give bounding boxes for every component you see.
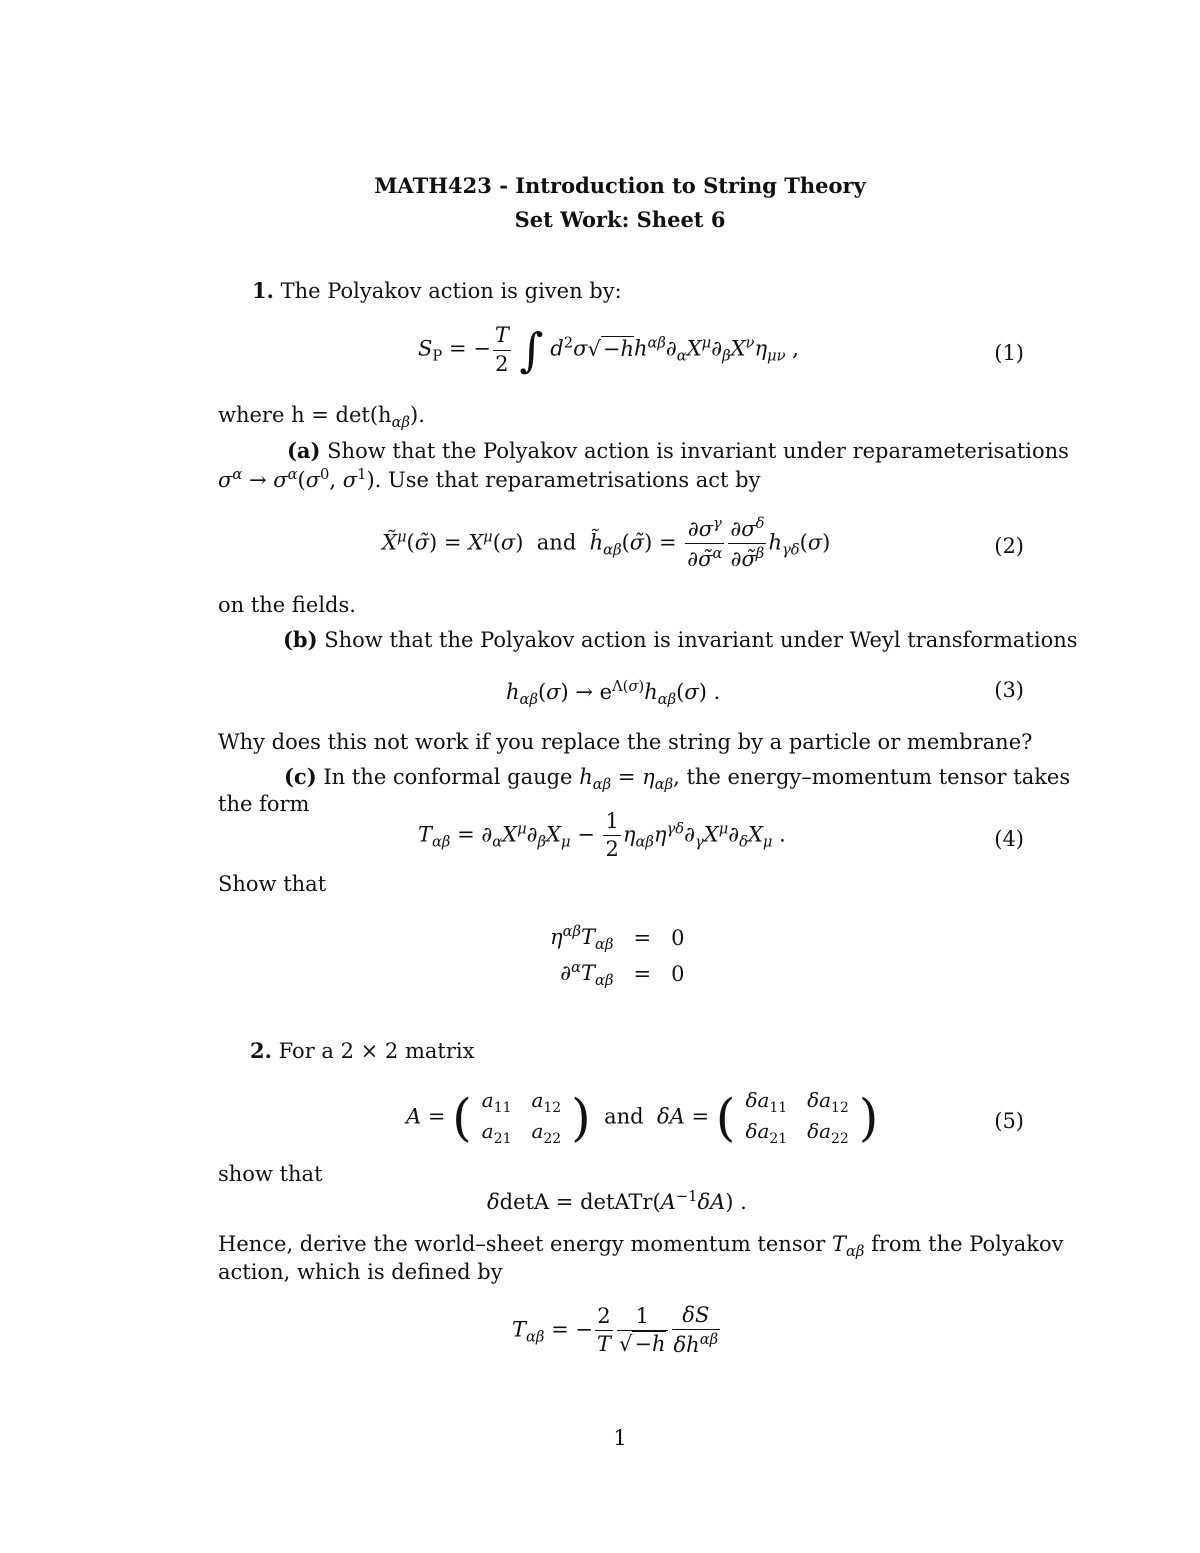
part-a-line xyxy=(287,437,1069,465)
part-b-label: (b) xyxy=(283,627,318,652)
equation-3: $h_{\alpha\beta}(\sigma) \to e^{\Lambda(\sigma)}h_{\alpha\beta}(\sigma)$ . xyxy=(506,678,721,709)
part-a-line-2: $\sigma^\alpha \to \sigma^\alpha(\sigma^0$, $\sigma^1$). Use that reparametrisations act by xyxy=(218,466,761,492)
equation-4-number: (4) xyxy=(994,827,1024,851)
page-number: 1 xyxy=(613,1426,627,1450)
part-b-line xyxy=(283,626,1078,654)
document-subtitle: Set Work: Sheet 6 xyxy=(514,207,726,232)
equation-3-number: (3) xyxy=(994,678,1024,702)
equation-2-and: and xyxy=(536,530,577,555)
q1-show-that: Show that xyxy=(218,872,327,896)
energy-momentum-definition: $T_{\alpha\beta}$ = − $\frac{2}{T}$ $\frac{1}{√-h}$ $\frac{\delta S}{\delta h^{\alpha\beta}}$ xyxy=(512,1303,719,1358)
equation-1-number: (1) xyxy=(994,341,1024,365)
equation-2: X̃$^\mu$(σ̃) = $X^\mu(\sigma)$ and $h̃_{\alpha\beta}(\sigmã)$ = $\frac{\partial\sigma^\gamma}{\partial\sigmã^\alpha}$ $\frac{\partial\sigma^\delta}{\partial\sigmã^\beta}$ $h_{\gamma\delta}(\sigma)$ xyxy=(382,515,831,572)
aligned-row-2: $\partial^\alpha T_{\alpha\beta}$ = 0 xyxy=(560,959,685,990)
part-c-text-2: the form xyxy=(218,792,310,816)
hence-line: Hence, derive the world–sheet energy momentum tensor $T_{\alpha\beta}$ from the Polyakov xyxy=(218,1232,1064,1261)
equation-5-number: (5) xyxy=(994,1109,1024,1133)
aligned-row-1: $\eta^{\alpha\beta}T_{\alpha\beta}$ = 0 xyxy=(550,923,685,954)
hence-text-end: from the Polyakov xyxy=(871,1232,1064,1256)
q1-number: 1. xyxy=(252,278,274,303)
document-title: MATH423 - Introduction to String Theory xyxy=(374,173,866,198)
part-c-label: (c) xyxy=(284,764,317,789)
equation-4: $T_{\alpha\beta} = \partial_\alpha X^\mu\partial_\beta X_\mu$ − $\frac{1}{2}$ $\eta_{\alpha\beta}\eta^{\gamma\delta}\partial_\gamma X^\mu\partial_\delta X_\mu$ . xyxy=(418,809,786,862)
part-c-line: (c) In the conformal gauge $h_{\alpha\beta} = \eta_{\alpha\beta}$, the energy–momentum tensor takes xyxy=(284,764,1071,794)
equation-2-number: (2) xyxy=(994,534,1024,558)
part-c-text-end: , the energy–momentum tensor takes xyxy=(673,765,1071,789)
q1-intro: The Polyakov action is given by: xyxy=(280,279,622,303)
q1-intro-line xyxy=(252,277,622,305)
where-sub: αβ xyxy=(391,414,410,432)
aligned-equations xyxy=(540,920,694,993)
on-fields-text: on the fields. xyxy=(218,593,356,617)
why-text: Why does this not work if you replace the string by a particle or membrane? xyxy=(218,730,1033,754)
part-a-text: Show that the Polyakov action is invariant under reparameterisations xyxy=(327,439,1069,463)
part-c-text-start: In the conformal gauge xyxy=(323,765,573,789)
equation-5-and: and xyxy=(604,1104,644,1129)
q2-intro: For a 2 × 2 matrix xyxy=(278,1039,475,1063)
where-end: ). xyxy=(410,403,425,427)
q2-intro-line xyxy=(250,1037,474,1065)
q2-number: 2. xyxy=(250,1038,272,1063)
hence-text-start: Hence, derive the world–sheet energy momentum tensor xyxy=(218,1232,826,1256)
part-a-label: (a) xyxy=(287,438,321,463)
where-line xyxy=(218,402,425,432)
part-b-text: Show that the Polyakov action is invariant under Weyl transformations xyxy=(324,628,1078,652)
det-identity-equation: $\delta\det A = detATr(A^{-1}\delta A)$ . xyxy=(487,1188,747,1214)
equation-5: A = ( $a_{11}$ $a_{12}$ $a_{21}$ $a_{22}$ ) and δA = ( $\delta a_{11}$ $\delta a_{12}$ $\delta a_{21}$ $\delta a_{22}$ ) xyxy=(406,1087,879,1147)
hence-text-2: action, which is defined by xyxy=(218,1260,503,1284)
q2-show-that: show that xyxy=(218,1162,323,1186)
equation-1: $S_P$ = − $\frac{T}{2}$ ∫ $d^2\sigma√-hh^{\alpha\beta}\partial_\alpha X^\mu\partial_\beta X^\nu\eta_{\mu\nu}$ , xyxy=(418,323,799,377)
part-a-text-2: . Use that reparametrisations act by xyxy=(374,468,761,492)
where-text: where h = det(h xyxy=(218,403,392,427)
